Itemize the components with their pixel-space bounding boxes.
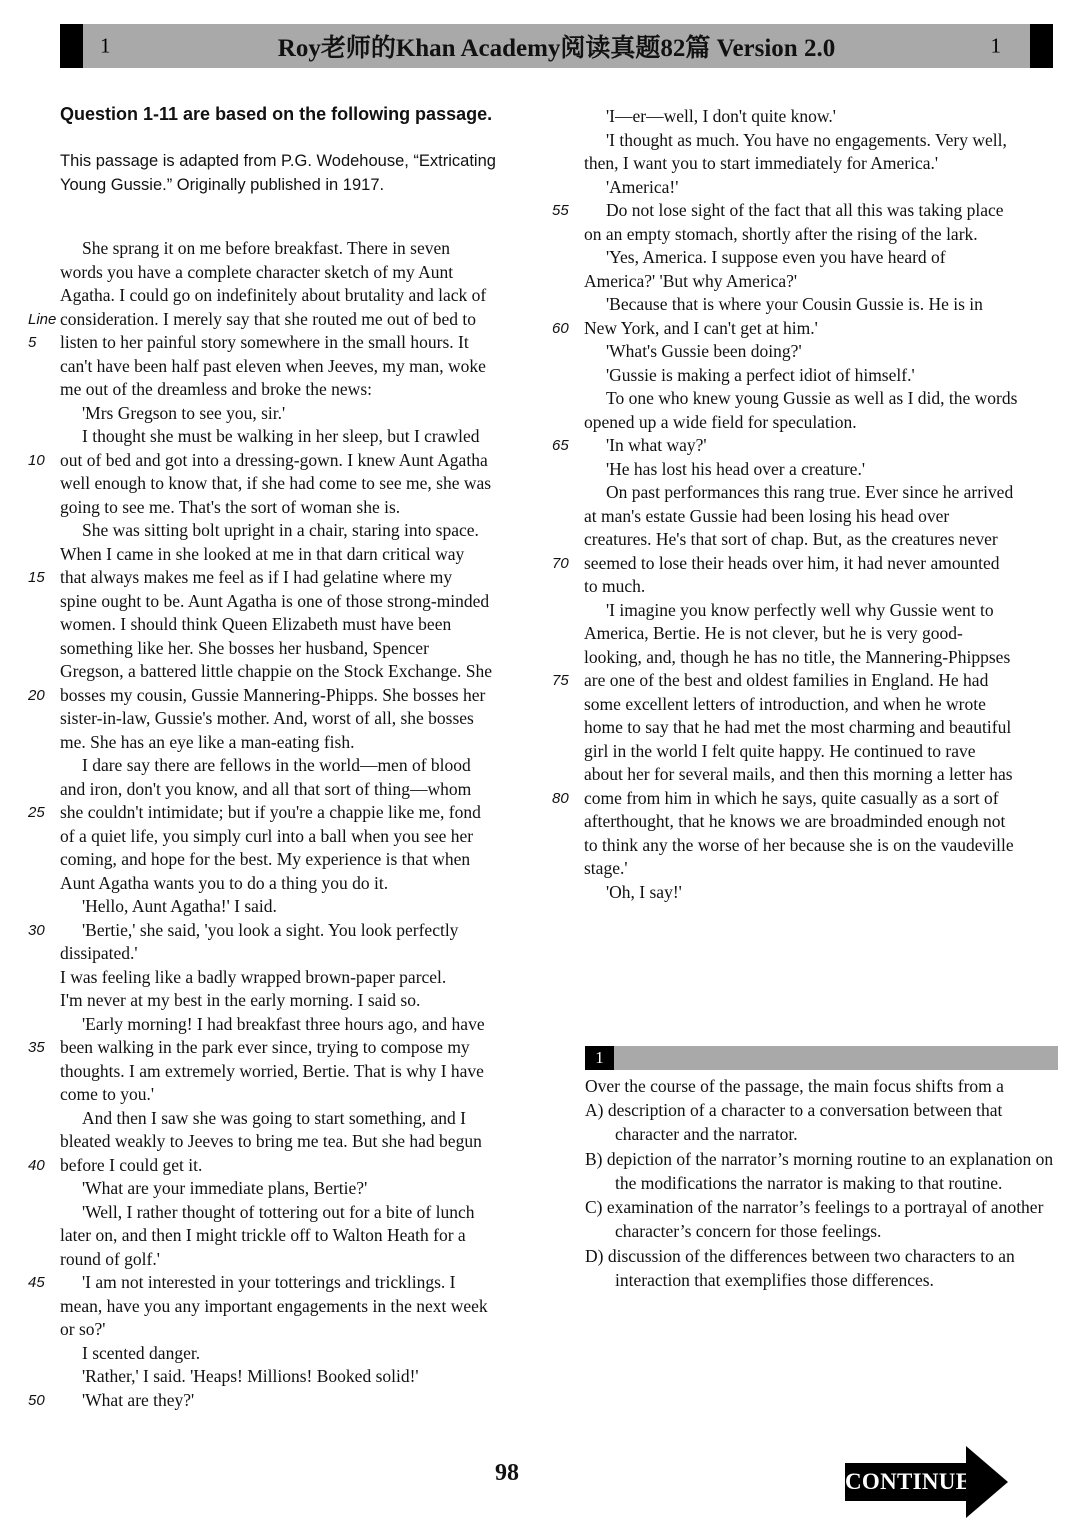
passage-text: 'Bertie,' she said, 'you look a sight. You look perfectly [82, 919, 459, 940]
passage-text: mean, have you any important engagements in the next week [60, 1295, 488, 1316]
passage-line [28, 1224, 552, 1248]
passage-line [28, 660, 552, 684]
passage-text: I'm never at my best in the early morning. I said so. [60, 990, 421, 1010]
line-number: 25 [28, 804, 45, 821]
passage-text: bleated weakly to Jeeves to bring me tea. But she had begun [60, 1131, 482, 1151]
passage-line [552, 716, 1080, 740]
passage-text: I thought she must be walking in her sleep, but I crawled [82, 426, 480, 446]
passage-line [552, 434, 1080, 458]
line-number [552, 834, 584, 858]
passage-line [552, 669, 1080, 693]
line-number: 20 [28, 686, 45, 704]
passage-text: 'What's Gussie been doing?' [606, 341, 802, 361]
passage-line [28, 684, 552, 708]
passage-text: 'In what way?' [606, 435, 707, 455]
passage-line [28, 919, 552, 943]
line-number [28, 825, 60, 849]
line-number [28, 1295, 60, 1319]
line-number [28, 1130, 60, 1154]
line-number [28, 613, 60, 637]
line-number [28, 966, 60, 990]
passage-text: some excellent letters of introduction, and when he wrote [584, 693, 986, 714]
passage-text: before I could get it. [60, 1154, 203, 1175]
passage-line [28, 895, 552, 919]
passage-line [552, 246, 1080, 270]
line-number: 40 [28, 1156, 45, 1174]
passage-text: America, Bertie. He is not clever, but he is very good- [584, 623, 963, 643]
passage-line [552, 270, 1080, 294]
passage-text: Do not lose sight of the fact that all this was taking place [606, 200, 1004, 220]
passage-body-left [28, 237, 552, 1412]
passage-line [28, 942, 552, 966]
question-block [585, 1046, 1067, 1292]
passage-text: or so?' [60, 1319, 106, 1339]
passage-line [28, 1248, 552, 1272]
line-number: 65 [552, 437, 569, 454]
passage-source-note: This passage is adapted from P.G. Wodehouse, “Extricating Young Gussie.” Originally published in 1917. [60, 152, 496, 194]
line-number [28, 425, 60, 449]
line-number [28, 237, 60, 261]
passage-text: 'I am not interested in your totterings and tricklings. I [82, 1272, 456, 1292]
option-text: examination of the narrator’s feelings to a portrayal of another character’s concern for those feelings. [606, 1197, 1044, 1242]
passage-line [28, 1083, 552, 1107]
passage-line [552, 528, 1080, 552]
line-number [28, 942, 60, 966]
passage-text: about her for several mails, and then this morning a letter has [584, 764, 1013, 784]
passage-line [28, 825, 552, 849]
passage-line [28, 425, 552, 449]
question-number-bar [585, 1046, 1058, 1070]
passage-text: on an empty stomach, shortly after the rising of the lark. [584, 223, 978, 244]
answer-option [585, 1195, 1067, 1244]
line-number: 45 [28, 1274, 45, 1291]
passage-line [552, 340, 1080, 364]
passage-line [552, 458, 1080, 482]
passage-line [552, 505, 1080, 529]
passage-line [552, 152, 1080, 176]
passage-line [552, 575, 1080, 599]
passage-text: 'I—er—well, I don't quite know.' [606, 106, 836, 126]
passage-text: words you have a complete character sketch of my Aunt [60, 261, 454, 282]
passage-text: When I came in she looked at me in that darn critical way [60, 543, 465, 564]
passage-text: listen to her painful story somewhere in the small hours. It [60, 332, 469, 352]
passage-text: 'What are they?' [82, 1389, 195, 1410]
passage-line [552, 364, 1080, 388]
passage-column-right [552, 100, 1080, 904]
option-text: discussion of the differences between two characters to an interaction that exemplifies those differences. [607, 1245, 1015, 1291]
option-text: description of a character to a conversation between that character and the narrator. [607, 1100, 1003, 1145]
line-number [28, 660, 60, 684]
passage-text: later on, and then I might trickle off to Walton Heath for a [60, 1225, 466, 1245]
line-number: 35 [28, 1039, 45, 1056]
line-number [28, 355, 60, 379]
passage-line [552, 481, 1080, 505]
line-number [28, 1248, 60, 1272]
line-number [28, 1083, 60, 1107]
passage-line [28, 707, 552, 731]
continue-label: CONTINUE [845, 1463, 969, 1501]
line-number [28, 778, 60, 802]
passage-text: going to see me. That's the sort of woman she is. [60, 496, 401, 517]
passage-text: to think any the worse of her because she is on the vaudeville [584, 834, 1014, 855]
passage-line [552, 176, 1080, 200]
passage-text: spine ought to be. Aunt Agatha is one of those strong-minded [60, 590, 490, 611]
passage-text: to much. [584, 576, 646, 596]
passage-text: dissipated.' [60, 943, 138, 963]
passage-line [28, 308, 552, 332]
passage-body-right [552, 105, 1080, 904]
passage-text: 'Early morning! I had breakfast three hours ago, and have [82, 1013, 485, 1034]
passage-line [552, 387, 1080, 411]
line-number [28, 519, 60, 543]
passage-line [28, 449, 552, 473]
line-number [552, 481, 584, 505]
option-text: depiction of the narrator’s morning routine to an explanation on the modifications the narrator is making to that routine. [606, 1148, 1054, 1193]
line-number [28, 543, 60, 567]
passage-directions: Question 1-11 are based on the following passage. [60, 104, 493, 124]
passage-line [28, 237, 552, 261]
header-title: Roy老师的Khan Academy阅读真题82篇 Version 2.0 [277, 35, 836, 62]
line-number [552, 129, 584, 153]
line-number: 80 [552, 789, 569, 807]
passage-line [28, 637, 552, 661]
passage-line [28, 378, 552, 402]
passage-text: I was feeling like a badly wrapped brown-paper parcel. [60, 966, 447, 987]
line-number [28, 590, 60, 614]
passage-text: 'I thought as much. You have no engagements. Very well, [606, 129, 1007, 150]
passage-text: out of bed and got into a dressing-gown. I knew Aunt Agatha [60, 449, 488, 470]
passage-line [28, 1154, 552, 1178]
line-number [552, 622, 584, 646]
passage-text: And then I saw she was going to start something, and I [82, 1107, 466, 1128]
answer-options [585, 1098, 1067, 1292]
passage-text: well enough to know that, if she had come to see me, she was [60, 473, 492, 493]
passage-line [552, 105, 1080, 129]
line-number [28, 872, 60, 896]
question-number: 1 [585, 1046, 614, 1070]
passage-line [28, 1271, 552, 1295]
passage-text: creatures. He's that sort of chap. But, as the creatures never [584, 529, 998, 549]
line-number [552, 458, 584, 482]
line-number [552, 528, 584, 552]
passage-text: can't have been half past eleven when Jeeves, my man, woke [60, 355, 486, 376]
passage-text: and iron, don't you know, and all that sort of thing—whom [60, 778, 472, 799]
passage-line [552, 881, 1080, 905]
passage-text: then, I want you to start immediately for America.' [584, 153, 939, 173]
line-number [552, 505, 584, 529]
passage-line [28, 543, 552, 567]
passage-text: 'Well, I rather thought of tottering out for a bite of lunch [82, 1201, 475, 1222]
passage-text: round of golf.' [60, 1248, 160, 1269]
line-number [28, 472, 60, 496]
passage-line [28, 590, 552, 614]
passage-text: opened up a wide field for speculation. [584, 411, 857, 432]
passage-text: Agatha. I could go on indefinitely about brutality and lack of [60, 285, 487, 305]
passage-line [552, 740, 1080, 764]
passage-line [28, 801, 552, 825]
line-number [552, 575, 584, 599]
line-number: 55 [552, 202, 569, 219]
passage-text: come to you.' [60, 1084, 155, 1104]
line-number [552, 716, 584, 740]
passage-line [28, 1013, 552, 1037]
passage-text: 'Hello, Aunt Agatha!' I said. [82, 896, 277, 916]
passage-line [552, 293, 1080, 317]
line-number: 5 [28, 334, 37, 351]
header-section-number-right: 1 [990, 33, 1001, 58]
line-number [28, 731, 60, 755]
answer-option [585, 1147, 1067, 1196]
line-number [28, 1177, 60, 1201]
line-number [552, 646, 584, 670]
passage-line [28, 966, 552, 990]
passage-text: 'America!' [606, 176, 679, 197]
line-number [28, 989, 60, 1013]
passage-text: I dare say there are fellows in the world—men of blood [82, 755, 471, 775]
question-stem: Over the course of the passage, the main focus shifts from a [585, 1076, 1004, 1096]
line-number [28, 1318, 60, 1342]
line-number [552, 152, 584, 176]
passage-line [28, 754, 552, 778]
passage-text: Gregson, a battered little chappie on the Stock Exchange. She [60, 661, 493, 681]
passage-text: me out of the dreamless and broke the news: [60, 379, 372, 399]
passage-text: 'He has lost his head over a creature.' [606, 458, 865, 479]
line-number [552, 411, 584, 435]
line-number: 50 [28, 1391, 45, 1409]
line-number [28, 378, 60, 402]
passage-text: afterthought, that he knows we are broadminded enough not [584, 811, 1006, 831]
passage-text: stage.' [584, 858, 628, 878]
passage-line [28, 1060, 552, 1084]
passage-text: 'I imagine you know perfectly well why Gussie went to [606, 599, 994, 620]
line-number: 60 [552, 319, 569, 337]
passage-line [28, 1201, 552, 1225]
passage-line [28, 355, 552, 379]
continue-arrow [845, 1444, 1010, 1520]
line-number [28, 1224, 60, 1248]
passage-line [28, 261, 552, 285]
line-number [552, 246, 584, 270]
header-bar [60, 24, 1053, 68]
line-number [28, 1060, 60, 1084]
passage-text: come from him in which he says, quite casually as a sort of [584, 787, 999, 808]
line-number [552, 340, 584, 364]
passage-text: 'Rather,' I said. 'Heaps! Millions! Booked solid!' [82, 1366, 419, 1386]
line-number [552, 763, 584, 787]
passage-line [552, 763, 1080, 787]
passage-text: I scented danger. [82, 1342, 201, 1363]
line-number [28, 1365, 60, 1389]
passage-text: thoughts. I am extremely worried, Bertie. That is why I have [60, 1060, 484, 1081]
passage-line [28, 1036, 552, 1060]
passage-line [28, 1365, 552, 1389]
passage-line [28, 1177, 552, 1201]
option-letter: A) [585, 1100, 608, 1120]
passage-text: seemed to lose their heads over him, it had never amounted [584, 552, 1000, 573]
passage-line [552, 834, 1080, 858]
passage-text: bosses my cousin, Gussie Mannering-Phipps. She bosses her [60, 684, 486, 705]
line-number [28, 402, 60, 426]
passage-line [552, 693, 1080, 717]
passage-line [28, 402, 552, 426]
line-number [28, 637, 60, 661]
page-number: 98 [495, 1460, 519, 1486]
passage-line [552, 317, 1080, 341]
passage-text: 'What are your immediate plans, Bertie?' [82, 1178, 368, 1198]
passage-line [28, 989, 552, 1013]
passage-line [28, 872, 552, 896]
passage-text: something like her. She bosses her husband, Spencer [60, 637, 429, 658]
passage-line [28, 519, 552, 543]
passage-line [552, 129, 1080, 153]
passage-text: women. I should think Queen Elizabeth must have been [60, 614, 452, 634]
passage-text: Aunt Agatha wants you to do a thing you do it. [60, 872, 389, 893]
passage-line [28, 1342, 552, 1366]
passage-line [552, 646, 1080, 670]
passage-text: 'Oh, I say!' [606, 881, 682, 902]
passage-line [28, 848, 552, 872]
passage-line [28, 566, 552, 590]
continue-arrowhead-icon [966, 1446, 1008, 1518]
line-number: Line [28, 310, 57, 328]
line-number [552, 364, 584, 388]
passage-line [552, 810, 1080, 834]
line-number [552, 176, 584, 200]
passage-line [28, 284, 552, 308]
passage-line [28, 1107, 552, 1131]
passage-text: are one of the best and oldest families in England. He had [584, 670, 989, 690]
passage-text: 'Mrs Gregson to see you, sir.' [82, 402, 286, 423]
passage-text: 'Because that is where your Cousin Gussie is. He is in [606, 294, 983, 314]
passage-line [28, 496, 552, 520]
header-section-number-left: 1 [100, 33, 111, 58]
line-number: 15 [28, 569, 45, 586]
passage-line [552, 857, 1080, 881]
passage-text: 'Yes, America. I suppose even you have heard of [606, 247, 946, 267]
passage-text: home to say that he had met the most charming and beautiful [584, 717, 1012, 737]
header-endcap-left [60, 24, 83, 68]
passage-text: 'Gussie is making a perfect idiot of himself.' [606, 364, 915, 385]
passage-line [28, 331, 552, 355]
passage-text: New York, and I can't get at him.' [584, 317, 818, 338]
line-number: 30 [28, 921, 45, 939]
passage-line [28, 1318, 552, 1342]
line-number [552, 293, 584, 317]
passage-line [552, 787, 1080, 811]
passage-text: America?' 'But why America?' [584, 270, 798, 291]
line-number [28, 1013, 60, 1037]
line-number: 75 [552, 672, 569, 689]
passage-line [552, 599, 1080, 623]
line-number [552, 740, 584, 764]
answer-option [585, 1244, 1067, 1293]
passage-text: looking, and, though he has no title, the Mannering-Phippses [584, 646, 1011, 667]
passage-line [28, 1295, 552, 1319]
passage-text: of a quiet life, you simply curl into a ball when you see her [60, 825, 474, 846]
passage-line [28, 613, 552, 637]
passage-text: at man's estate Gussie had been losing his head over [584, 505, 950, 526]
line-number [552, 270, 584, 294]
passage-text: On past performances this rang true. Ever since he arrived [606, 482, 1014, 502]
passage-text: To one who knew young Gussie as well as I did, the words [606, 388, 1018, 408]
passage-column-left [28, 100, 552, 1412]
passage-line [552, 552, 1080, 576]
passage-line [552, 199, 1080, 223]
passage-line [552, 223, 1080, 247]
passage-line [28, 472, 552, 496]
passage-text: that always makes me feel as if I had gelatine where my [60, 567, 453, 587]
passage-line [552, 622, 1080, 646]
header-endcap-right [1030, 24, 1053, 68]
line-number [28, 707, 60, 731]
passage-line [28, 731, 552, 755]
line-number [552, 693, 584, 717]
passage-text: been walking in the park ever since, trying to compose my [60, 1037, 470, 1057]
passage-line [552, 411, 1080, 435]
passage-text: consideration. I merely say that she routed me out of bed to [60, 308, 476, 329]
passage-text: coming, and hope for the best. My experience is that when [60, 849, 471, 869]
line-number [28, 848, 60, 872]
passage-line [28, 1389, 552, 1413]
line-number [28, 1107, 60, 1131]
line-number [552, 857, 584, 881]
answer-option [585, 1098, 1067, 1147]
line-number [28, 1342, 60, 1366]
passage-text: me. She has an eye like a man-eating fish. [60, 731, 355, 752]
line-number [28, 496, 60, 520]
line-number [28, 261, 60, 285]
option-letter: B) [585, 1148, 607, 1169]
line-number: 10 [28, 451, 45, 469]
passage-line [28, 1130, 552, 1154]
line-number [28, 284, 60, 308]
passage-text: girl in the world I felt quite happy. He continued to rave [584, 740, 976, 761]
option-letter: D) [585, 1245, 608, 1266]
line-number [552, 223, 584, 247]
line-number [552, 881, 584, 905]
line-number [28, 895, 60, 919]
line-number [552, 810, 584, 834]
line-number [552, 105, 584, 129]
passage-text: she couldn't intimidate; but if you're a chappie like me, fond [60, 802, 481, 822]
line-number [552, 599, 584, 623]
line-number: 70 [552, 554, 569, 572]
line-number [28, 754, 60, 778]
passage-text: She sprang it on me before breakfast. There in seven [82, 238, 451, 258]
line-number [28, 1201, 60, 1225]
line-number [552, 387, 584, 411]
passage-line [28, 778, 552, 802]
passage-text: She was sitting bolt upright in a chair, staring into space. [82, 520, 479, 540]
passage-text: sister-in-law, Gussie's mother. And, worst of all, she bosses [60, 708, 474, 728]
option-letter: C) [585, 1197, 607, 1218]
